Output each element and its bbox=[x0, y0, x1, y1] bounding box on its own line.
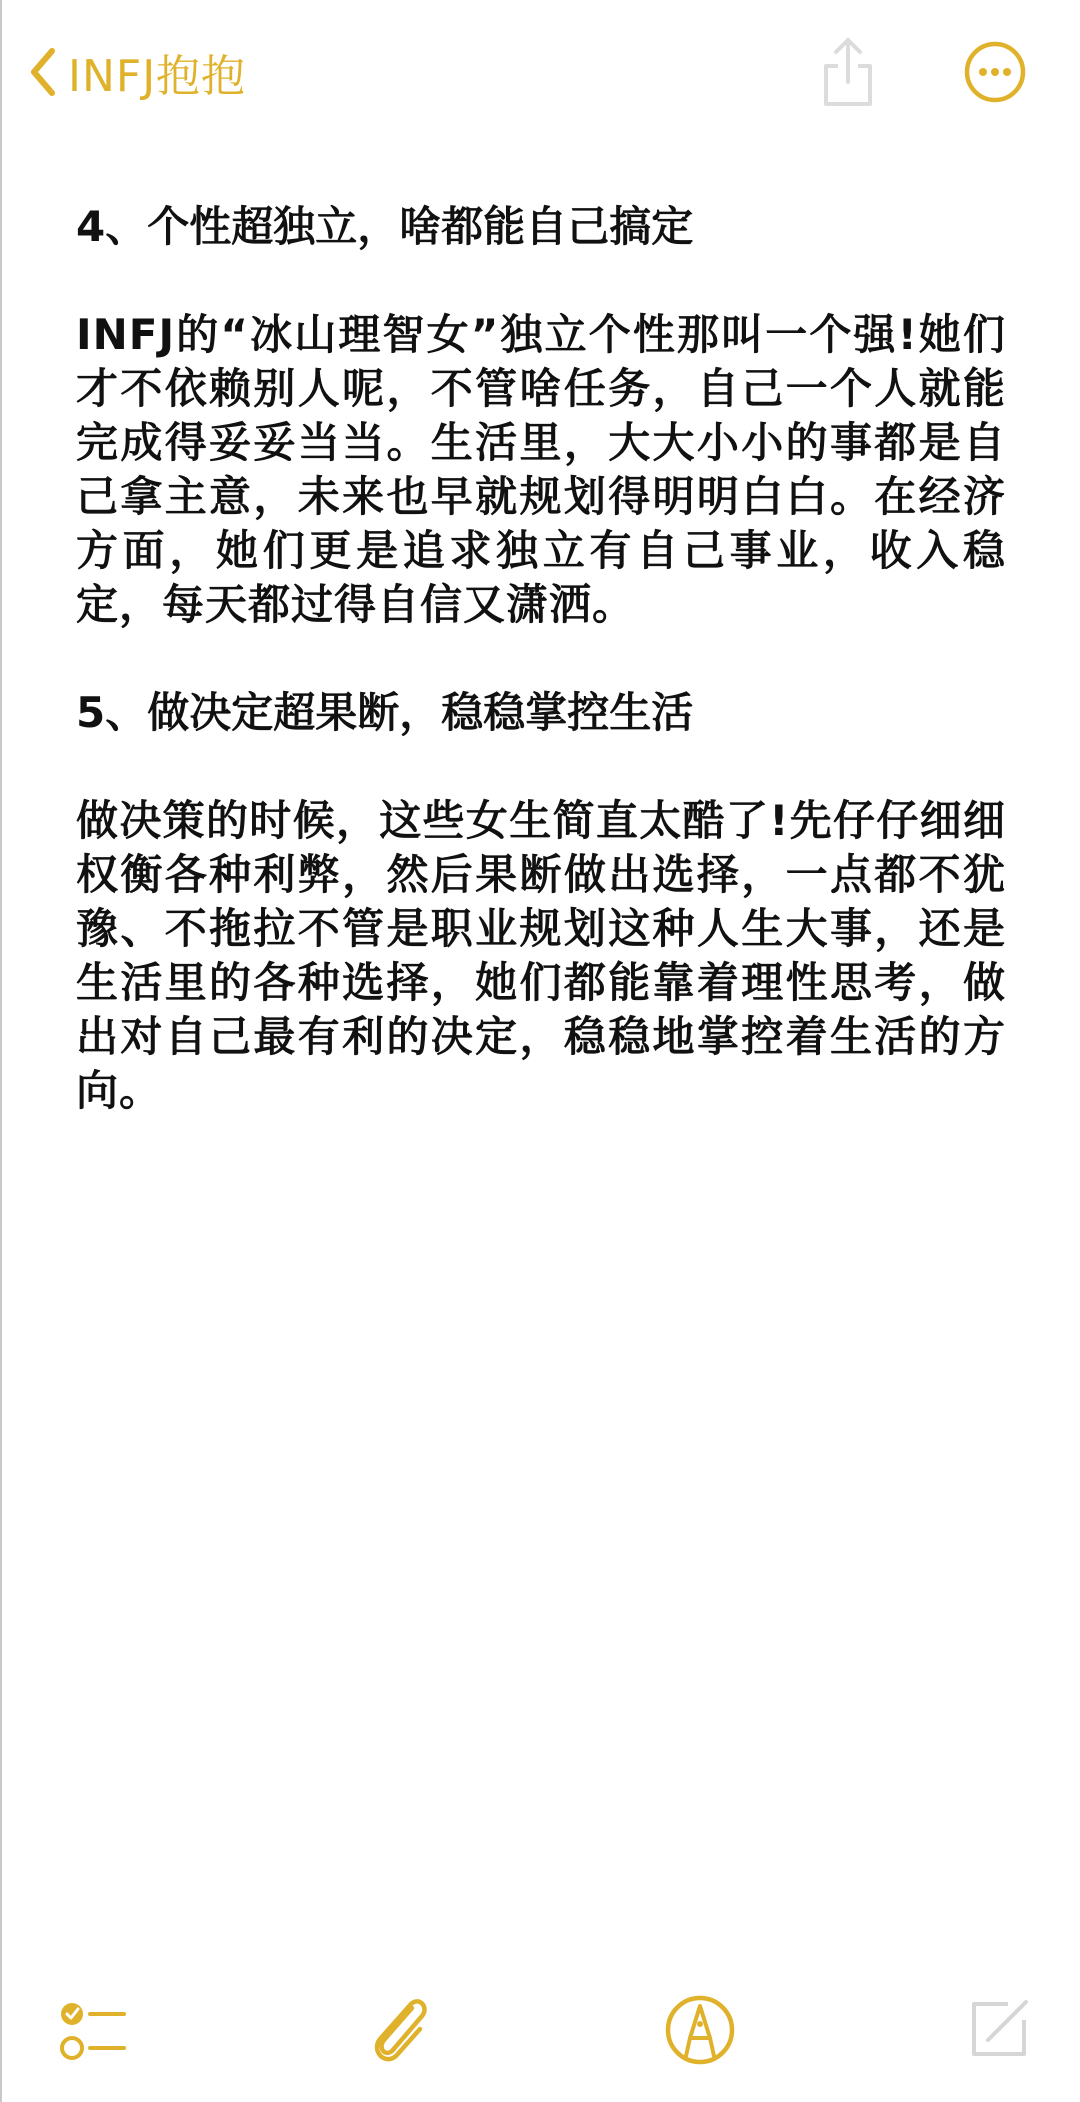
markup-pen-icon bbox=[662, 1992, 738, 2068]
bottom-toolbar bbox=[0, 1990, 1080, 2080]
section-heading-4: 4、个性超独立，啥都能自己搞定 bbox=[76, 202, 694, 251]
section-paragraph-5: 做决策的时候，这些女生简直太酷了!先仔仔细细权衡各种利弊，然后果断做出选择，一点都不犹豫、不拖拉不管是职业规划这种人生大事，还是生活里的各种选择，她们都能靠着理性思考，做出对自己最有利的决定，稳稳地掌控着生活的方向。 bbox=[76, 796, 1006, 1115]
back-button[interactable] bbox=[28, 36, 246, 108]
compose-icon bbox=[964, 1994, 1034, 2064]
checklist-icon bbox=[58, 1996, 130, 2068]
chevron-left-icon bbox=[28, 47, 58, 97]
attachment-button[interactable] bbox=[362, 1990, 438, 2070]
back-label: INFJ抱抱 bbox=[68, 51, 247, 102]
section-heading-5: 5、做决定超果断，稳稳掌控生活 bbox=[76, 688, 694, 737]
markup-button[interactable] bbox=[662, 1992, 738, 2068]
share-button[interactable] bbox=[818, 34, 878, 108]
share-icon bbox=[818, 93, 878, 112]
navigation-bar bbox=[0, 0, 1080, 150]
more-icon bbox=[963, 89, 1027, 108]
more-button[interactable] bbox=[963, 40, 1027, 104]
section-paragraph-4: INFJ的“冰山理智女”独立个性那叫一个强!她们才不依赖别人呢，不管啥任务，自己一个人就能完成得妥妥当当。生活里，大大小小的事都是自己拿主意，未来也早就规划得明明白白。在经济方面，她们更是追求独立有自己事业，收入稳定，每天都过得自信又潇洒。 bbox=[76, 310, 1006, 629]
window-edge bbox=[0, 0, 2, 2102]
compose-button[interactable] bbox=[964, 1994, 1034, 2064]
checklist-button[interactable] bbox=[58, 1996, 130, 2068]
note-body[interactable] bbox=[76, 200, 1006, 1172]
paperclip-icon bbox=[362, 1990, 438, 2070]
